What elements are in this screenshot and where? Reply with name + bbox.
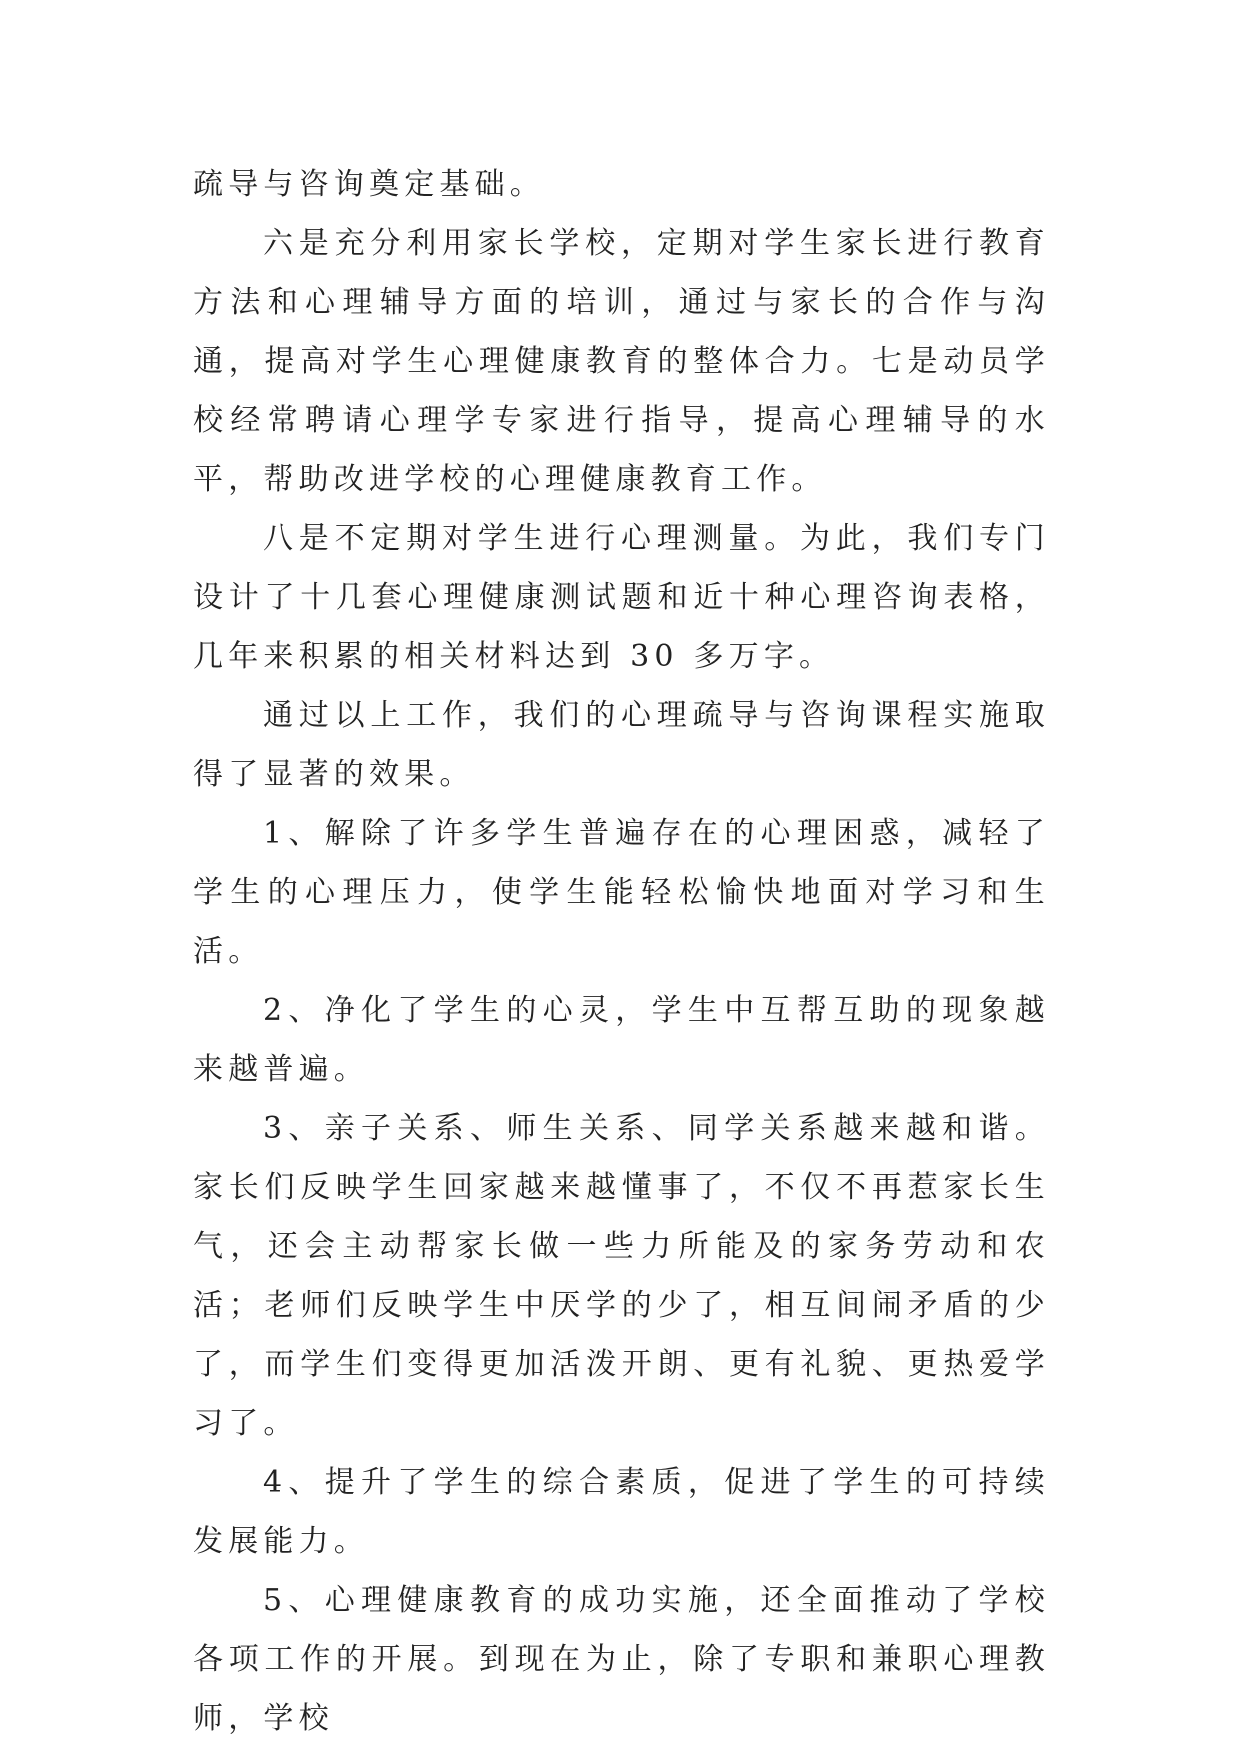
paragraph-effect-4: 4、提升了学生的综合素质，促进了学生的可持续发展能力。 [193, 1465, 1050, 1559]
paragraph-effect-3: 3、亲子关系、师生关系、同学关系越来越和谐。家长们反映学生回家越来越懂事了，不仅不再惹家长生气，还会主动帮家长做一些力所能及的家务劳动和农活；老师们反映学生中厌学的少了，相互间闹矛盾的少了，而学生们变得更加活泼开朗、更有礼貌、更热爱学习了。 [193, 1111, 1050, 1441]
paragraph-effect-2: 2、净化了学生的心灵，学生中互帮互助的现象越来越普遍。 [193, 993, 1050, 1087]
paragraph-effect-1: 1、解除了许多学生普遍存在的心理困惑，减轻了学生的心理压力，使学生能轻松愉快地面对学习和生活。 [193, 816, 1050, 969]
paragraph-effect-5: 5、心理健康教育的成功实施，还全面推动了学校各项工作的开展。到现在为止，除了专职和兼职心理教师，学校 [193, 1583, 1050, 1736]
document-body [193, 155, 1050, 1748]
paragraph-continuation: 疏导与咨询奠定基础。 [193, 167, 545, 202]
paragraph-effects-intro: 通过以上工作，我们的心理疏导与咨询课程实施取得了显著的效果。 [193, 698, 1050, 792]
paragraph-parent-school: 六是充分利用家长学校，定期对学生家长进行教育方法和心理辅导方面的培训，通过与家长的合作与沟通，提高对学生心理健康教育的整体合力。七是动员学校经常聘请心理学专家进行指导，提高心理辅导的水平，帮助改进学校的心理健康教育工作。 [193, 226, 1050, 497]
paragraph-psych-test: 八是不定期对学生进行心理测量。为此，我们专门设计了十几套心理健康测试题和近十种心理咨询表格，几年来积累的相关材料达到 30 多万字。 [193, 521, 1050, 674]
